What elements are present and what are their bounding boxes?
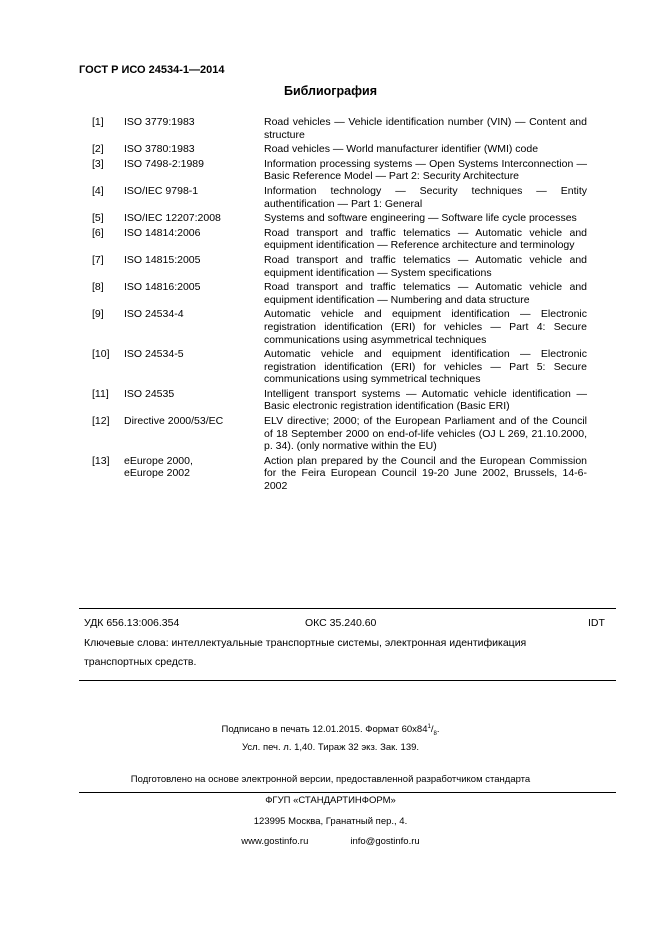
bibliography-entry [92,212,587,225]
keywords-line-2: транспортных средств. [84,656,197,668]
entry-number: [9] [92,308,104,321]
entry-code: ISO/IEC 12207:2008 [124,212,221,225]
entry-number: [7] [92,253,104,266]
bibliography-entry [92,308,587,346]
entry-description: Action plan prepared by the Council and the European Commission for the Feira European Council 19-20 June 2002, Brussels, 14-6-2002 [264,454,587,493]
entry-number: [5] [92,212,104,225]
bibliography-entry [92,185,587,210]
entry-description: Road transport and traffic telematics — Automatic vehicle and equipment identification — Reference architecture and terminology [264,226,587,252]
page-title: Библиография [283,84,378,98]
idt-mark: IDT [588,617,605,629]
email-link[interactable]: info@gostinfo.ru [350,836,420,847]
footer-bottom-rule [79,680,616,681]
entry-description: Road transport and traffic telematics — Automatic vehicle and equipment identification — System specifications [264,253,587,279]
footer-top-rule [79,608,616,609]
entry-number: [6] [92,226,104,239]
entry-code: ISO 24535 [124,387,175,400]
bibliography-entry [92,254,587,279]
entry-description: Systems and software engineering — Software life cycle processes [264,212,577,225]
entry-number: [4] [92,184,104,197]
publisher-name: ФГУП «СТАНДАРТИНФОРМ» [265,795,396,806]
entry-number: [8] [92,281,104,294]
bibliography-entry [92,116,587,141]
entry-description: Road transport and traffic telematics — Automatic vehicle and equipment identification — Numbering and data structure [264,281,587,306]
bibliography-entry [92,227,587,252]
entry-description: Automatic vehicle and equipment identification — Electronic registration identification (ERI) for vehicles — Part 4: Secure communications using asymmetrical techniques [264,308,587,346]
entry-code: ISO 24534-4 [124,308,184,321]
entry-code: Directive 2000/53/EC [124,415,224,428]
format-sup: 1 [427,724,431,730]
website-link[interactable]: www.gostinfo.ru [241,836,309,847]
entry-description: Road vehicles — World manufacturer identifier (WMI) code [264,143,539,156]
entry-code: ISO 3779:1983 [124,116,195,128]
contacts-line [0,836,661,847]
signed-line: Подписано в печать 12.01.2015. Формат $60x84^1/_8$. [221,724,440,738]
bibliography-entry [92,143,587,156]
entry-code: ISO 14816:2005 [124,281,201,294]
publisher-address: 123995 Москва, Гранатный пер., 4. [253,816,408,827]
entry-description: Information technology — Security techniques — Entity authentification — Part 1: General [264,184,587,210]
publisher-rule [79,792,616,793]
udk-code: УДК 656.13:006.354 [84,617,180,629]
entry-code: ISO 24534-5 [124,348,184,361]
entry-number: [3] [92,157,104,170]
entry-number: [11] [92,387,109,400]
bibliography-entry [92,348,587,386]
bibliography-entry [92,281,587,306]
keywords-line-1: Ключевые слова: интеллектуальные транспортные системы, электронная идентификация [84,637,527,649]
entry-number: [2] [92,143,104,156]
entry-code: ISO 7498-2:1989 [124,157,204,170]
oks-code: ОКС 35.240.60 [305,617,377,629]
entry-description: Road vehicles — Vehicle identification number (VIN) — Content and structure [264,116,587,141]
bibliography-entry [92,415,587,453]
entry-description: Intelligent transport systems — Automatic vehicle identification — Basic electronic registration identification (Basic ERI) [264,387,587,413]
entry-code: eEurope 2000, eEurope 2002 [124,454,193,480]
entry-code: ISO 14815:2005 [124,253,201,266]
print-line: Усл. печ. л. 1,40. Тираж 32 экз. Зак. 139. [241,742,420,753]
bibliography-entry [92,388,587,413]
entry-code: ISO/IEC 9798-1 [124,184,199,197]
prepared-line: Подготовлено на основе электронной версии, предоставленной разработчиком стандарта [130,774,531,785]
entry-number: [1] [92,116,104,128]
format-sub: 8 [433,731,437,738]
entry-number: [13] [92,454,110,467]
entry-code: ISO 3780:1983 [124,143,195,156]
entry-description: ELV directive; 2000; of the European Parliament and of the Council of 18 September 2000 on end-of-life vehicles (OJ L 269, 21.10.2000, p. 34). (only normative within the EU) [264,415,587,453]
entry-description: Automatic vehicle and equipment identification — Electronic registration identification (ERI) for vehicles — Part 5: Secure communications using symmetrical techniques [264,348,587,386]
entry-description: Information processing systems — Open Systems Interconnection — Basic Reference Model — Part 2: Security Architecture [264,157,587,183]
bibliography-list [92,116,587,495]
entry-number: [10] [92,348,110,361]
bibliography-entry [92,158,587,183]
entry-number: [12] [92,415,110,428]
bibliography-entry [92,455,587,493]
standard-number: ГОСТ Р ИСО 24534-1—2014 [79,64,225,76]
entry-code: ISO 14814:2006 [124,226,201,239]
signed-text: Подписано в печать 12.01.2015. Формат 60x84 [221,724,428,736]
